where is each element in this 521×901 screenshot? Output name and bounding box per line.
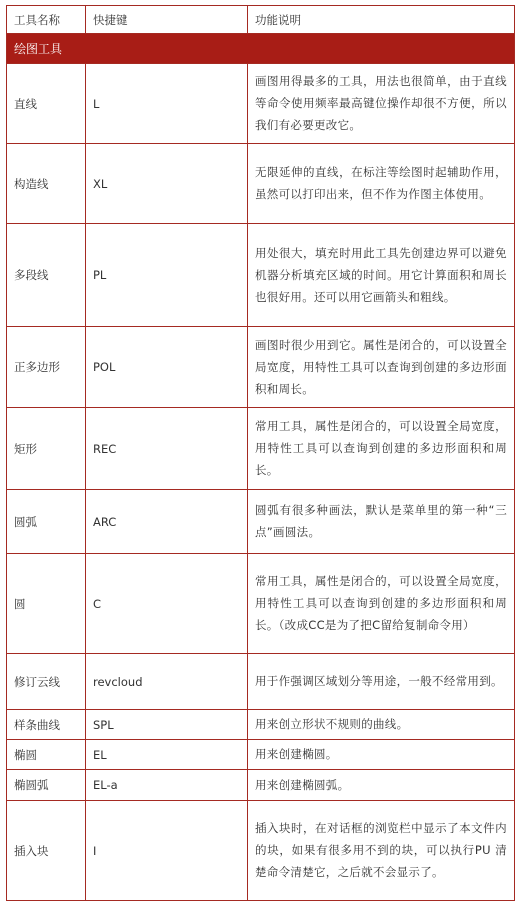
tool-description: 用来创立形状不规则的曲线。 bbox=[248, 710, 515, 740]
header-tool-name: 工具名称 bbox=[7, 6, 86, 34]
header-description: 功能说明 bbox=[248, 6, 515, 34]
shortcut-table bbox=[6, 5, 515, 901]
tool-shortcut: revcloud bbox=[86, 654, 248, 710]
tool-shortcut: L bbox=[86, 64, 248, 144]
tool-shortcut: I bbox=[86, 801, 248, 901]
tool-shortcut: EL bbox=[86, 740, 248, 770]
tool-shortcut: PL bbox=[86, 224, 248, 327]
tool-name: 插入块 bbox=[7, 801, 86, 901]
table-row bbox=[7, 554, 515, 654]
table-header-row bbox=[7, 6, 515, 34]
tool-name: 椭圆弧 bbox=[7, 770, 86, 801]
tool-name: 圆 bbox=[7, 554, 86, 654]
tool-description: 圆弧有很多种画法，默认是菜单里的第一种“三点”画圆法。 bbox=[248, 490, 515, 554]
tool-shortcut: SPL bbox=[86, 710, 248, 740]
table-row bbox=[7, 654, 515, 710]
tool-name: 椭圆 bbox=[7, 740, 86, 770]
table-row bbox=[7, 144, 515, 224]
table-row bbox=[7, 801, 515, 901]
tool-name: 多段线 bbox=[7, 224, 86, 327]
tool-description: 常用工具，属性是闭合的，可以设置全局宽度，用特性工具可以查询到创建的多边形面积和周长。（改成CC是为了把C留给复制命令用） bbox=[248, 554, 515, 654]
table-row bbox=[7, 740, 515, 770]
tool-description: 用于作强调区域划分等用途，一般不经常用到。 bbox=[248, 654, 515, 710]
tool-name: 修订云线 bbox=[7, 654, 86, 710]
tool-description: 常用工具，属性是闭合的，可以设置全局宽度，用特性工具可以查询到创建的多边形面积和周长。 bbox=[248, 408, 515, 490]
tool-description: 用来创建椭圆弧。 bbox=[248, 770, 515, 801]
tool-shortcut: POL bbox=[86, 327, 248, 408]
tool-description: 插入块时，在对话框的浏览栏中显示了本文件内的块，如果有很多用不到的块，可以执行PU 清楚命令清楚它，之后就不会显示了。 bbox=[248, 801, 515, 901]
tool-shortcut: REC bbox=[86, 408, 248, 490]
section-title: 绘图工具 bbox=[7, 34, 515, 64]
tool-shortcut: XL bbox=[86, 144, 248, 224]
tool-shortcut: EL-a bbox=[86, 770, 248, 801]
table-row bbox=[7, 770, 515, 801]
tool-description: 用处很大，填充时用此工具先创建边界可以避免机器分析填充区域的时间。用它计算面积和周长也很好用。还可以用它画箭头和粗线。 bbox=[248, 224, 515, 327]
section-row bbox=[7, 34, 515, 64]
tool-name: 正多边形 bbox=[7, 327, 86, 408]
table-row bbox=[7, 710, 515, 740]
tool-description: 画图时很少用到它。属性是闭合的，可以设置全局宽度，用特性工具可以查询到创建的多边形面积和周长。 bbox=[248, 327, 515, 408]
table-row bbox=[7, 490, 515, 554]
tool-name: 构造线 bbox=[7, 144, 86, 224]
tool-shortcut: C bbox=[86, 554, 248, 654]
tool-description: 用来创建椭圆。 bbox=[248, 740, 515, 770]
header-shortcut: 快捷键 bbox=[86, 6, 248, 34]
table-row bbox=[7, 408, 515, 490]
table-row bbox=[7, 224, 515, 327]
tool-name: 矩形 bbox=[7, 408, 86, 490]
tool-name: 圆弧 bbox=[7, 490, 86, 554]
tool-shortcut: ARC bbox=[86, 490, 248, 554]
tool-name: 直线 bbox=[7, 64, 86, 144]
table-row bbox=[7, 64, 515, 144]
table-row bbox=[7, 327, 515, 408]
tool-description: 画图用得最多的工具，用法也很简单，由于直线等命令使用频率最高键位操作却很不方便，所以我们有必要更改它。 bbox=[248, 64, 515, 144]
tool-description: 无限延伸的直线，在标注等绘图时起辅助作用，虽然可以打印出来，但不作为作图主体使用。 bbox=[248, 144, 515, 224]
tool-name: 样条曲线 bbox=[7, 710, 86, 740]
